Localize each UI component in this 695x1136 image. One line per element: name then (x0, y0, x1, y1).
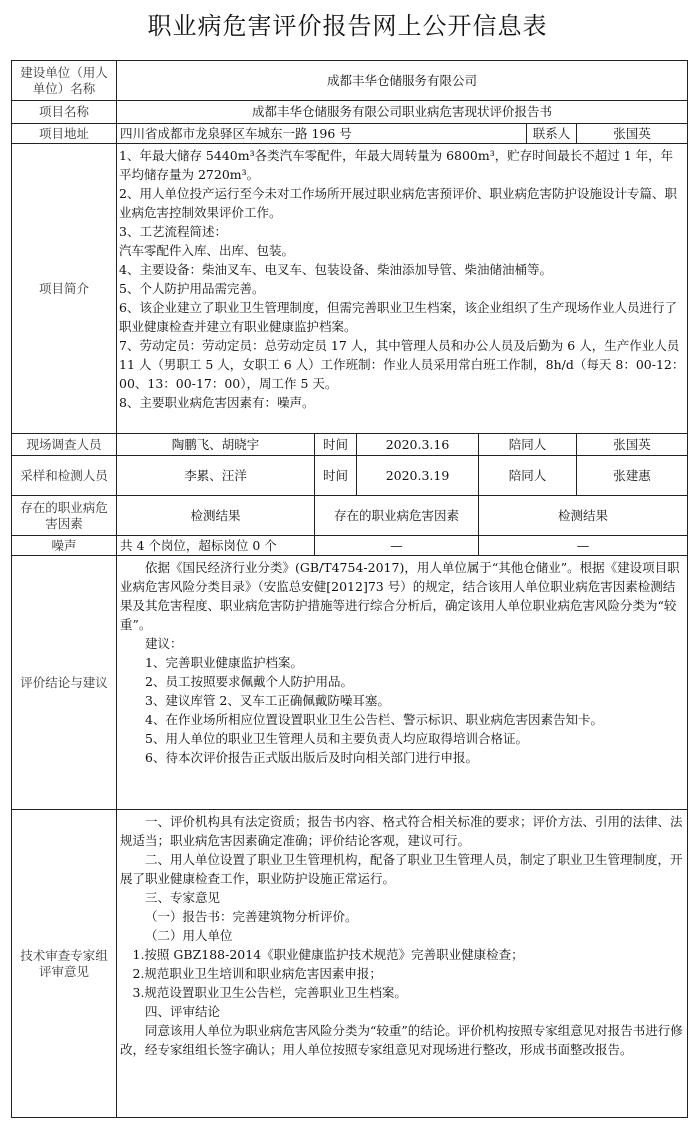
row-hazard-header (12, 496, 688, 536)
evaluation-item: 5、用人单位的职业卫生管理人员和主要负责人均应取得培训合格证。 (145, 731, 528, 746)
row-sampling (12, 456, 688, 496)
row-noise (12, 536, 688, 556)
row-evaluation (12, 556, 688, 810)
test-result-header-2: 检测结果 (479, 496, 688, 536)
review-item: 1.按照 GBZ188-2014《职业健康监护技术规范》完善职业健康检查； (132, 947, 524, 962)
evaluation-paragraph: 依据《国民经济行业分类》(GB/T4754-2017)，用人单位属于“其他仓储业”。根据《建设项目职业病危害风险分类目录》（安监总安健[2012]73 号）的规定，结合该用人单位职业病危害因素检测结果及其危害程度、职业病危害防护措施等进行综合分析后，确定该用人单位职业病危害风险分类为“较重”。 (120, 560, 680, 632)
survey-time-label: 时间 (315, 434, 357, 456)
row-unit (12, 61, 688, 101)
survey-accompany-label: 陪同人 (479, 434, 577, 456)
intro-label: 项目简介 (12, 144, 117, 434)
intro-item: 5、个人防护用品需完善。 (119, 281, 265, 296)
hazard-factor-header-2: 存在的职业病危害因素 (315, 496, 479, 536)
sampling-accompany: 张建惠 (577, 456, 688, 496)
hazard-factor-header: 存在的职业病危害因素 (12, 496, 117, 536)
unit-label: 建设单位（用人单位）名称 (12, 61, 117, 101)
evaluation-item: 2、员工按照要求佩戴个人防护用品。 (145, 674, 353, 689)
review-item: （一）报告书：完善建筑物分析评价。 (145, 909, 358, 924)
evaluation-item: 4、在作业场所相应位置设置职业卫生公告栏、警示标识、职业病危害因素告知卡。 (145, 712, 603, 727)
row-review (12, 810, 688, 1118)
intro-item: 7、劳动定员：劳动定员：总劳动定员 17 人，其中管理人员和办公人员及后勤为 6 人，生产作业人员 11 人（男职工 5 人，女职工 6 人）工作班制：作业人员采用常白班工作制，8h/d（每天 8：00-12：00、13：00-17：00），周工作 5 天。 (119, 338, 685, 391)
page-title: 职业病危害评价报告网上公开信息表 (147, 12, 548, 40)
intro-item: 1、年最大储存 5440m³各类汽车零配件，年最大周转量为 6800m³，贮存时间最长不超过 1 年，年平均储存量为 2720m³。 (119, 148, 674, 182)
row-intro (12, 144, 688, 434)
contact-name: 张国英 (577, 124, 688, 144)
sampling-time-label: 时间 (315, 456, 357, 496)
sampling-people: 李累、汪洋 (117, 456, 315, 496)
intro-item: 4、主要设备：柴油叉车、电叉车、包装设备、柴油添加导管、柴油储油桶等。 (119, 262, 552, 277)
unit-name: 成都丰华仓储服务有限公司 (117, 61, 688, 101)
review-paragraph: 一、评价机构具有法定资质；报告书内容、格式符合相关标准的要求；评价方法、引用的法律、法规适当；职业病危害因素确定准确；评价结论客观，建议可行。 (120, 814, 683, 848)
test-result-header: 检测结果 (117, 496, 315, 536)
review-content (117, 810, 688, 1118)
survey-accompany: 张国英 (577, 434, 688, 456)
noise-result: 共 4 个岗位，超标岗位 0 个 (117, 536, 315, 556)
survey-time: 2020.3.16 (357, 434, 479, 456)
evaluation-item: 1、完善职业健康监护档案。 (145, 655, 303, 670)
evaluation-item: 3、建议库管 2、叉车工正确佩戴防噪耳塞。 (145, 693, 390, 708)
review-item: 四、评审结论 (145, 1004, 221, 1019)
project-address: 四川省成都市龙泉驿区车城东一路 196 号 (117, 124, 527, 144)
project-name: 成都丰华仓储服务有限公司职业病危害现状评价报告书 (117, 101, 688, 124)
evaluation-item: 6、待本次评价报告正式版出版后及时向相关部门进行申报。 (145, 750, 478, 765)
project-name-label: 项目名称 (12, 101, 117, 124)
intro-content (117, 144, 688, 434)
intro-item: 8、主要职业病危害因素有：噪声。 (119, 395, 315, 410)
intro-item: 汽车零配件入库、出库、包装。 (119, 243, 295, 258)
review-item: 3.规范设置职业卫生公告栏，完善职业卫生档案。 (132, 985, 407, 1000)
sampling-label: 采样和检测人员 (12, 456, 117, 496)
intro-item: 6、该企业建立了职业卫生管理制度，但需完善职业卫生档案，该企业组织了生产现场作业人员进行了职业健康检查并建立有职业健康监护档案。 (119, 300, 677, 334)
review-item: 2.规范职业卫生培训和职业病危害因素申报； (132, 966, 382, 981)
review-item: 三、专家意见 (145, 890, 221, 905)
review-label: 技术审查专家组评审意见 (12, 810, 117, 1118)
noise-factor: 噪声 (12, 536, 117, 556)
sampling-accompany-label: 陪同人 (479, 456, 577, 496)
evaluation-label: 评价结论与建议 (12, 556, 117, 810)
review-paragraph: 二、用人单位设置了职业卫生管理机构，配备了职业卫生管理人员，制定了职业卫生管理制度，开展了职业健康检查工作，职业防护设施正常运行。 (120, 852, 683, 886)
intro-item: 3、工艺流程简述： (119, 224, 227, 239)
info-table (11, 60, 688, 1118)
review-item: （二）用人单位 (145, 928, 233, 943)
noise-result-2: — (479, 536, 688, 556)
row-survey (12, 434, 688, 456)
review-paragraph: 同意该用人单位为职业病危害风险分类为“较重”的结论。评价机构按照专家组意见对报告书进行修改，经专家组组长签字确认；用人单位按照专家组意见对现场进行整改，形成书面整改报告。 (120, 1023, 683, 1057)
survey-people: 陶鹏飞、胡晓宇 (117, 434, 315, 456)
row-address (12, 124, 688, 144)
sampling-time: 2020.3.19 (357, 456, 479, 496)
survey-label: 现场调查人员 (12, 434, 117, 456)
row-project-name (12, 101, 688, 124)
contact-label: 联系人 (527, 124, 577, 144)
evaluation-content (117, 556, 688, 810)
evaluation-item: 建议： (145, 636, 183, 651)
address-label: 项目地址 (12, 124, 117, 144)
intro-item: 2、用人单位投产运行至今未对工作场所开展过职业病危害预评价、职业病危害防护设施设计专篇、职业病危害控制效果评价工作。 (119, 186, 677, 220)
noise-factor-2: — (315, 536, 479, 556)
